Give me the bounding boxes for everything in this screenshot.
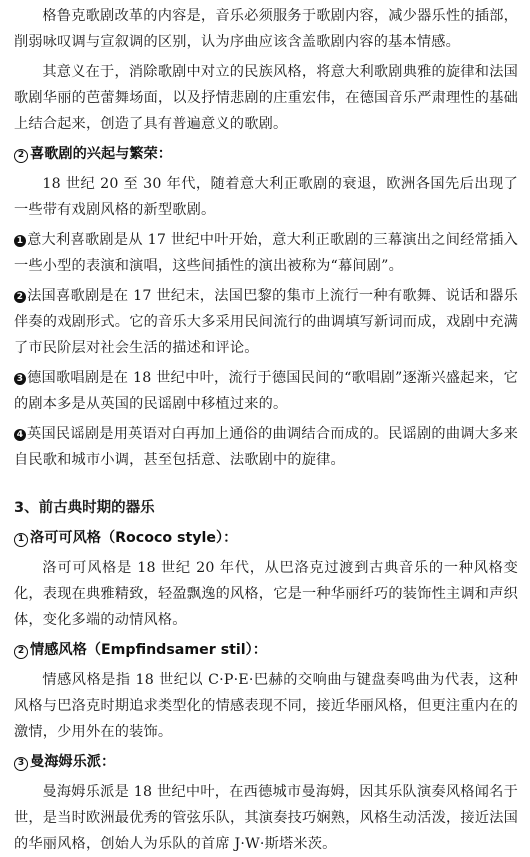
- heading-mannheim-text: 曼海姆乐派：: [30, 754, 116, 770]
- list-item-text: 德国歌唱剧是在 18 世纪中叶，流行于德国民间的“歌唱剧”逐渐兴盛起来，它的剧本多是从英国的民谣剧中移植过来的。: [14, 370, 518, 412]
- list-item: [14, 421, 518, 473]
- heading-empfindsamer-text: 情感风格（Empfindsamer stil）：: [30, 642, 267, 658]
- list-item-text: 英国民谣剧是用英语对白再加上通俗的曲调结合而成的。民谣剧的曲调大多来自民歌和城市小调，甚至包括意、法歌剧中的旋律。: [14, 426, 518, 468]
- paragraph-gluck-reform: 格鲁克歌剧改革的内容是，音乐必须服务于歌剧内容，减少器乐性的插部，削弱咏叹调与宣叙调的区别，认为序曲应该含盖歌剧内容的基本情感。: [14, 8, 518, 50]
- heading-comic-opera: [14, 141, 518, 167]
- paragraph-gluck-significance: 其意义在于，消除歌剧中对立的民族风格，将意大利歌剧典雅的旋律和法国歌剧华丽的芭蕾舞场面，以及抒情悲剧的庄重宏伟，在德国音乐严肃理性的基础上结合起来，创造了具有普遍意义的歌剧。: [14, 64, 518, 132]
- list-item: [14, 365, 518, 417]
- numbered-bullet: 4: [14, 429, 26, 441]
- numbered-bullet: 3: [14, 373, 26, 385]
- heading-comic-opera-text: 喜歌剧的兴起与繁荣：: [30, 146, 172, 162]
- circled-number: 2: [14, 645, 28, 659]
- section-title-preclassical: 3、前古典时期的器乐: [14, 500, 155, 516]
- circled-number: 3: [14, 757, 28, 771]
- list-item: [14, 227, 518, 279]
- numbered-bullet: 2: [14, 291, 26, 303]
- paragraph-mannheim: 曼海姆乐派是 18 世纪中叶，在西德城市曼海姆，因其乐队演奏风格闻名于世，是当时欧洲最优秀的管弦乐队，其演奏技巧娴熟，风格生动活泼，接近法国的华丽风格，创始人为乐队的首席 J·W·斯塔米茨。: [14, 784, 518, 852]
- heading-rococo-text: 洛可可风格（Rococo style）：: [30, 530, 238, 546]
- numbered-bullet: 1: [14, 235, 26, 247]
- list-item-text: 意大利喜歌剧是从 17 世纪中叶开始，意大利正歌剧的三幕演出之间经常插入一些小型的表演和演唱，这些间插性的演出被称为“幕间剧”。: [14, 232, 518, 274]
- list-item-text: 法国喜歌剧是在 17 世纪末，法国巴黎的集市上流行一种有歌舞、说话和器乐伴奏的戏剧形式。它的音乐大多采用民间流行的曲调填写新词而成，戏剧中充满了市民阶层对社会生活的描述和评论。: [14, 288, 518, 356]
- paragraph-comic-opera-intro: 18 世纪 20 至 30 年代，随着意大利正歌剧的衰退，欧洲各国先后出现了一些带有戏剧风格的新型歌剧。: [14, 176, 518, 218]
- paragraph-empfindsamer: 情感风格是指 18 世纪以 C·P·E·巴赫的交响曲与键盘奏鸣曲为代表，这种风格与巴洛克时期追求类型化的情感表现不同，接近华丽风格，但更注重内在的激情，少用外在的装饰。: [14, 672, 518, 740]
- paragraph-rococo: 洛可可风格是 18 世纪 20 年代，从巴洛克过渡到古典音乐的一种风格变化，表现在典雅精致，轻盈飘逸的风格，它是一种华丽纤巧的装饰性主调和声织体，变化多端的动情风格。: [14, 560, 518, 628]
- heading-empfindsamer: [14, 637, 518, 663]
- heading-rococo: [14, 525, 518, 551]
- circled-number: 1: [14, 533, 28, 547]
- list-item: [14, 283, 518, 361]
- heading-mannheim: [14, 749, 518, 775]
- circled-number: 2: [14, 149, 28, 163]
